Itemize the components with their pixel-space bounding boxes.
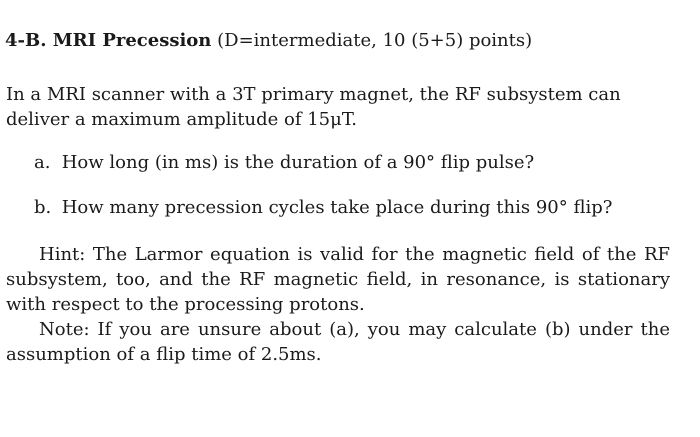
question-b [34,197,612,218]
question-a-text: How long (in ms) is the duration of a 90° flip pulse? [61,152,535,173]
problem-title-meta: (D=intermediate, 10 (5+5) points) [211,30,533,51]
question-a-letter: a. [34,152,51,173]
question-a [34,152,534,173]
question-b-letter: b. [34,197,52,218]
hint-paragraph: Hint: The Larmor equation is valid for the magnetic field of the RF subsystem, too, and the RF magnetic field, in resonance, is stationary with respect to the processing protons. [6,244,670,315]
problem-intro: In a MRI scanner with a 3T primary magnet, the RF subsystem can deliver a maximum amplitude of 15μT. [6,84,621,130]
problem-title [5,30,532,51]
question-b-text: How many precession cycles take place during this 90° flip? [61,197,613,218]
note-paragraph: Note: If you are unsure about (a), you may calculate (b) under the assumption of a flip time of 2.5ms. [6,319,670,365]
problem-title-heading: 4-B. MRI Precession [5,30,212,51]
